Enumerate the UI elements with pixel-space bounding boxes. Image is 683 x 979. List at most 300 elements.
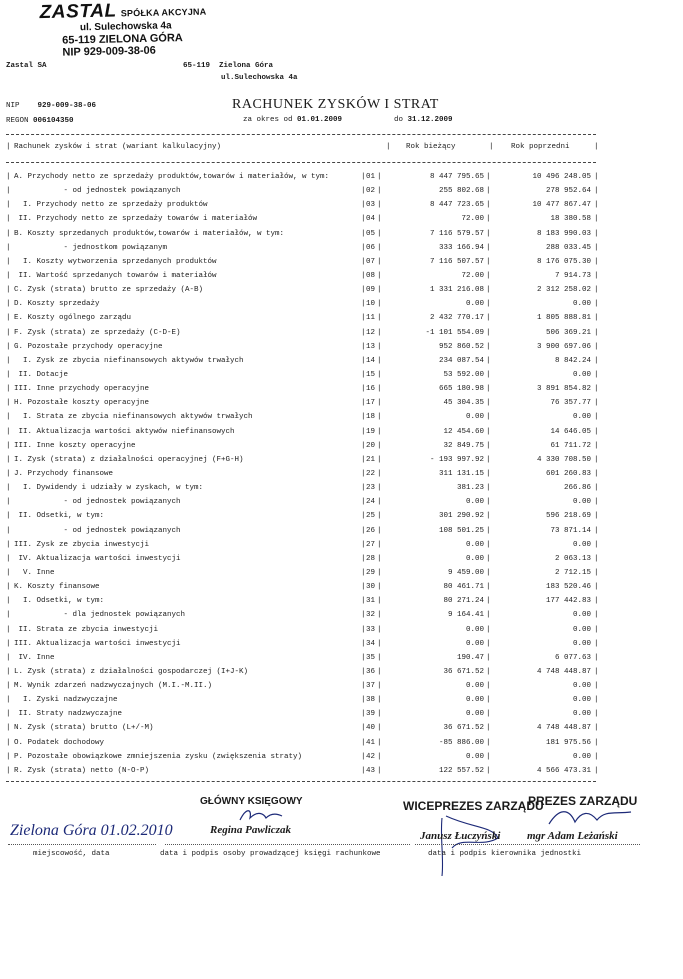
row-bar: | [377, 187, 382, 196]
table-row [6, 425, 599, 439]
row-bar: | [594, 710, 599, 719]
row-previous-year-value: 1 805 888.81 [536, 314, 591, 323]
row-bar: | [361, 738, 366, 747]
row-label: I. Zysk ze zbycia niefinansowych aktywów trwałych [14, 356, 244, 365]
row-number: 11 [366, 314, 376, 323]
income-statement-table [6, 170, 599, 778]
row-previous-year-value: 14 646.05 [550, 427, 591, 436]
row-bar: | [6, 526, 11, 535]
row-label: - od jednostek powiązanych [14, 526, 181, 535]
row-bar: | [594, 611, 599, 620]
row-label: II. Przychody netto ze sprzedaży towarów i materiałów [14, 215, 258, 224]
row-bar: | [594, 583, 599, 592]
row-bar: | [361, 187, 366, 196]
row-bar: | [361, 540, 366, 549]
divider [6, 134, 596, 135]
row-bar: | [361, 455, 366, 464]
row-label: E. Koszty ogólnego zarządu [14, 314, 132, 323]
row-bar: | [594, 328, 599, 337]
header-bar: | [489, 143, 494, 151]
row-bar: | [377, 653, 382, 662]
table-row [6, 311, 599, 325]
stamp-nip: NIP 929-009-38-06 [62, 44, 156, 59]
row-number: 10 [366, 300, 376, 309]
row-bar: | [486, 215, 491, 224]
row-number: 37 [366, 682, 376, 691]
row-previous-year-value: 10 477 867.47 [532, 201, 591, 210]
row-bar: | [361, 526, 366, 535]
signature-dotline [8, 844, 156, 845]
row-current-year-value: 80 271.24 [443, 597, 484, 606]
signature-dotline [165, 844, 410, 845]
stamp-city: 65-119 ZIELONA GÓRA [62, 32, 183, 47]
row-number: 29 [366, 568, 376, 577]
row-number: 18 [366, 413, 376, 422]
table-row [6, 651, 599, 665]
row-number: 08 [366, 271, 376, 280]
row-bar: | [361, 229, 366, 238]
president-name: mgr Adam Leżański [527, 830, 618, 842]
row-previous-year-value: 0.00 [572, 696, 591, 705]
row-bar: | [594, 554, 599, 563]
table-row [6, 269, 599, 283]
row-bar: | [594, 667, 599, 676]
regon-value: 006104350 [33, 117, 74, 125]
regon-row [6, 117, 74, 126]
row-bar: | [377, 356, 382, 365]
table-row [6, 297, 599, 311]
row-previous-year-value: 4 330 708.50 [536, 455, 591, 464]
row-bar: | [594, 682, 599, 691]
period-to-label: do [394, 116, 404, 124]
row-number: 21 [366, 455, 376, 464]
row-bar: | [6, 639, 11, 648]
row-bar: | [361, 766, 366, 775]
row-current-year-value: 72.00 [461, 271, 484, 280]
row-number: 16 [366, 385, 376, 394]
row-bar: | [377, 173, 382, 181]
row-label: - od jednostek powiązanych [14, 498, 181, 507]
row-bar: | [594, 498, 599, 507]
row-bar: | [6, 201, 11, 210]
row-bar: | [6, 540, 11, 549]
row-bar: | [377, 328, 382, 337]
row-bar: | [377, 342, 382, 351]
row-bar: | [377, 229, 382, 238]
table-row [6, 410, 599, 424]
table-row [6, 495, 599, 509]
row-bar: | [361, 314, 366, 323]
company-short-name: Zastal SA [6, 62, 47, 70]
divider [6, 162, 596, 163]
row-number: 05 [366, 229, 376, 238]
company-stamp [39, 1, 240, 59]
row-bar: | [361, 653, 366, 662]
row-label: F. Zysk (strata) ze sprzedaży (C-D-E) [14, 328, 181, 337]
row-number: 27 [366, 540, 376, 549]
row-current-year-value: 7 116 579.57 [429, 229, 484, 238]
row-bar: | [6, 498, 11, 507]
row-number: 01 [366, 173, 376, 181]
row-bar: | [486, 427, 491, 436]
row-current-year-value: 0.00 [465, 696, 484, 705]
row-number: 06 [366, 243, 376, 252]
row-bar: | [486, 370, 491, 379]
row-bar: | [594, 526, 599, 535]
table-row [6, 354, 599, 368]
row-previous-year-value: 0.00 [572, 498, 591, 507]
row-number: 13 [366, 342, 376, 351]
row-bar: | [486, 257, 491, 266]
row-bar: | [6, 568, 11, 577]
table-row [6, 481, 599, 495]
row-previous-year-value: 0.00 [572, 639, 591, 648]
row-label: - od jednostek powiązanych [14, 187, 181, 196]
company-brand: ZASTAL [39, 0, 117, 24]
row-bar: | [361, 498, 366, 507]
row-bar: | [6, 667, 11, 676]
row-bar: | [377, 201, 382, 210]
table-row [6, 212, 599, 226]
row-bar: | [594, 540, 599, 549]
row-number: 12 [366, 328, 376, 337]
table-row [6, 580, 599, 594]
row-bar: | [6, 597, 11, 606]
row-label: V. Inne [14, 568, 55, 577]
row-label: II. Strata ze zbycia inwestycji [14, 625, 159, 634]
row-bar: | [6, 385, 11, 394]
row-bar: | [6, 215, 11, 224]
table-row [6, 340, 599, 354]
row-previous-year-value: 177 442.83 [545, 597, 591, 606]
row-bar: | [594, 469, 599, 478]
row-label: I. Dywidendy i udziały w zyskach, w tym: [14, 484, 204, 493]
row-number: 35 [366, 653, 376, 662]
row-current-year-value: 8 447 795.65 [429, 173, 484, 181]
row-previous-year-value: 601 260.83 [545, 469, 591, 478]
row-label: A. Przychody netto ze sprzedaży produktów,towarów i materiałów, w tym: [14, 173, 330, 181]
row-bar: | [6, 356, 11, 365]
row-previous-year-value: 0.00 [572, 370, 591, 379]
vice-president-stamp: WICEPREZES ZARZĄDU [403, 799, 544, 813]
row-bar: | [377, 441, 382, 450]
row-bar: | [486, 484, 491, 493]
row-label: H. Pozostałe koszty operacyjne [14, 399, 150, 408]
row-bar: | [594, 484, 599, 493]
row-bar: | [361, 385, 366, 394]
row-bar: | [486, 455, 491, 464]
row-bar: | [6, 766, 11, 775]
row-bar: | [486, 229, 491, 238]
row-bar: | [377, 271, 382, 280]
row-label: III. Inne koszty operacyjne [14, 441, 136, 450]
row-bar: | [6, 441, 11, 450]
table-row [6, 241, 599, 255]
row-bar: | [594, 597, 599, 606]
row-bar: | [6, 696, 11, 705]
column-title: Rachunek zysków i strat (wariant kalkulacyjny) [14, 143, 222, 151]
row-bar: | [377, 286, 382, 295]
row-label: III. Aktualizacja wartości inwestycji [14, 639, 181, 648]
row-previous-year-value: 4 748 448.87 [536, 724, 591, 733]
row-bar: | [594, 653, 599, 662]
row-number: 32 [366, 611, 376, 620]
row-bar: | [377, 300, 382, 309]
row-bar: | [6, 625, 11, 634]
row-bar: | [486, 271, 491, 280]
row-previous-year-value: 2 312 258.02 [536, 286, 591, 295]
row-current-year-value: 381.23 [456, 484, 484, 493]
row-bar: | [361, 752, 366, 761]
table-row [6, 198, 599, 212]
row-current-year-value: 7 116 507.57 [429, 257, 484, 266]
row-bar: | [377, 498, 382, 507]
row-bar: | [361, 328, 366, 337]
row-label: R. Zysk (strata) netto (N-O-P) [14, 766, 150, 775]
header-bar: | [6, 143, 11, 151]
row-number: 34 [366, 639, 376, 648]
row-label: II. Odsetki, w tym: [14, 512, 105, 521]
row-bar: | [594, 568, 599, 577]
row-current-year-value: 190.47 [456, 653, 484, 662]
header-bar: | [594, 143, 599, 151]
table-row [6, 255, 599, 269]
row-previous-year-value: 3 900 697.06 [536, 342, 591, 351]
row-current-year-value: 1 331 216.08 [429, 286, 484, 295]
row-label: D. Koszty sprzedaży [14, 300, 100, 309]
row-number: 15 [366, 370, 376, 379]
row-previous-year-value: 4 748 448.87 [536, 667, 591, 676]
row-previous-year-value: 0.00 [572, 540, 591, 549]
row-previous-year-value: 0.00 [572, 300, 591, 309]
row-bar: | [486, 328, 491, 337]
row-current-year-value: 8 447 723.65 [429, 201, 484, 210]
table-header [6, 142, 599, 154]
row-previous-year-value: 61 711.72 [550, 441, 591, 450]
row-number: 14 [366, 356, 376, 365]
row-label: P. Pozostałe obowiązkowe zmniejszenia zysku (zwiększenia straty) [14, 752, 303, 761]
nip-row [6, 102, 96, 111]
row-bar: | [377, 554, 382, 563]
vice-president-signature-icon [432, 808, 502, 878]
row-bar: | [361, 583, 366, 592]
row-previous-year-value: 266.86 [563, 484, 591, 493]
row-label: II. Straty nadzwyczajne [14, 710, 123, 719]
row-bar: | [594, 413, 599, 422]
row-bar: | [6, 187, 11, 196]
row-bar: | [377, 766, 382, 775]
row-label: I. Strata ze zbycia niefinansowych aktywów trwałych [14, 413, 253, 422]
row-bar: | [377, 738, 382, 747]
row-bar: | [361, 286, 366, 295]
table-row [6, 721, 599, 735]
caption-head-of-unit: data i podpis kierownika jednostki [428, 850, 582, 858]
row-bar: | [377, 568, 382, 577]
row-label: I. Odsetki, w tym: [14, 597, 105, 606]
row-previous-year-value: 0.00 [572, 625, 591, 634]
row-bar: | [361, 554, 366, 563]
row-bar: | [486, 696, 491, 705]
row-current-year-value: 122 557.52 [438, 766, 484, 775]
row-bar: | [377, 512, 382, 521]
row-bar: | [361, 710, 366, 719]
row-number: 02 [366, 187, 376, 196]
row-bar: | [377, 540, 382, 549]
row-bar: | [361, 243, 366, 252]
row-bar: | [6, 370, 11, 379]
row-label: IV. Aktualizacja wartości inwestycji [14, 554, 181, 563]
row-number: 22 [366, 469, 376, 478]
row-label: I. Zyski nadzwyczajne [14, 696, 118, 705]
table-row [6, 608, 599, 622]
row-bar: | [6, 554, 11, 563]
row-label: L. Zysk (strata) z działalności gospodarczej (I+J-K) [14, 667, 249, 676]
row-bar: | [594, 243, 599, 252]
period-from-label: za okres od [243, 116, 293, 124]
row-previous-year-value: 73 871.14 [550, 526, 591, 535]
row-previous-year-value: 288 033.45 [545, 243, 591, 252]
row-current-year-value: 0.00 [465, 300, 484, 309]
row-previous-year-value: 0.00 [572, 710, 591, 719]
row-bar: | [361, 611, 366, 620]
row-previous-year-value: 183 520.46 [545, 583, 591, 592]
row-bar: | [377, 724, 382, 733]
row-bar: | [377, 399, 382, 408]
row-bar: | [486, 399, 491, 408]
row-number: 36 [366, 667, 376, 676]
row-number: 03 [366, 201, 376, 210]
row-label: M. Wynik zdarzeń nadzwyczajnych (M.I.-M.II.) [14, 682, 213, 691]
row-bar: | [594, 738, 599, 747]
row-bar: | [486, 300, 491, 309]
row-bar: | [594, 696, 599, 705]
chief-accountant-name: Regina Pawliczak [210, 824, 291, 836]
column-current-year: Rok bieżący [406, 143, 456, 151]
row-current-year-value: 72.00 [461, 215, 484, 224]
row-previous-year-value: 8 183 990.03 [536, 229, 591, 238]
row-previous-year-value: 10 496 248.05 [532, 173, 591, 181]
row-bar: | [594, 286, 599, 295]
row-current-year-value: 80 461.71 [443, 583, 484, 592]
row-bar: | [594, 300, 599, 309]
row-bar: | [377, 625, 382, 634]
row-bar: | [361, 399, 366, 408]
row-bar: | [486, 469, 491, 478]
row-bar: | [6, 413, 11, 422]
row-label: II. Dotacje [14, 370, 69, 379]
company-brand-suffix: SPÓŁKA AKCYJNA [120, 6, 207, 19]
row-label: B. Koszty sprzedanych produktów,towarów i materiałów, w tym: [14, 229, 285, 238]
row-label: IV. Inne [14, 653, 55, 662]
row-bar: | [486, 201, 491, 210]
divider [6, 781, 596, 782]
row-number: 09 [366, 286, 376, 295]
row-bar: | [377, 455, 382, 464]
row-bar: | [361, 469, 366, 478]
row-bar: | [594, 173, 599, 181]
row-bar: | [377, 583, 382, 592]
row-previous-year-value: 596 218.69 [545, 512, 591, 521]
row-number: 26 [366, 526, 376, 535]
table-row [6, 396, 599, 410]
row-label: I. Koszty wytworzenia sprzedanych produktów [14, 257, 217, 266]
table-row [6, 382, 599, 396]
row-current-year-value: 36 671.52 [443, 667, 484, 676]
row-bar: | [377, 370, 382, 379]
president-stamp: PREZES ZARZĄDU [528, 794, 638, 808]
row-bar: | [594, 257, 599, 266]
row-label: II. Wartość sprzedanych towarów i materiałów [14, 271, 217, 280]
table-row [6, 524, 599, 538]
row-previous-year-value: 2 712.15 [554, 568, 591, 577]
row-current-year-value: 2 432 770.17 [429, 314, 484, 323]
row-bar: | [486, 526, 491, 535]
row-bar: | [594, 271, 599, 280]
table-row [6, 623, 599, 637]
row-bar: | [377, 639, 382, 648]
row-bar: | [6, 682, 11, 691]
row-number: 39 [366, 710, 376, 719]
row-bar: | [6, 173, 11, 181]
row-label: III. Zysk ze zbycia inwestycji [14, 540, 150, 549]
table-row [6, 538, 599, 552]
row-label: J. Przychody finansowe [14, 469, 114, 478]
row-bar: | [377, 597, 382, 606]
row-bar: | [377, 215, 382, 224]
row-current-year-value: 0.00 [465, 639, 484, 648]
row-previous-year-value: 506 369.21 [545, 328, 591, 337]
table-row [6, 665, 599, 679]
row-bar: | [486, 441, 491, 450]
row-bar: | [594, 356, 599, 365]
row-previous-year-value: 0.00 [572, 611, 591, 620]
nip-label: NIP [6, 102, 20, 110]
row-bar: | [594, 229, 599, 238]
row-current-year-value: 108 501.25 [438, 526, 484, 535]
row-current-year-value: 0.00 [465, 540, 484, 549]
row-bar: | [6, 257, 11, 266]
row-bar: | [486, 187, 491, 196]
row-bar: | [6, 752, 11, 761]
row-current-year-value: 9 164.41 [447, 611, 484, 620]
row-label: - dla jednostek powiązanych [14, 611, 186, 620]
row-bar: | [486, 611, 491, 620]
row-label: K. Koszty finansowe [14, 583, 100, 592]
table-row [6, 184, 599, 198]
caption-place-date: miejscowość, data [33, 850, 110, 858]
row-number: 28 [366, 554, 376, 563]
row-bar: | [377, 682, 382, 691]
row-number: 20 [366, 441, 376, 450]
row-bar: | [594, 399, 599, 408]
row-bar: | [594, 385, 599, 394]
row-bar: | [594, 201, 599, 210]
row-bar: | [361, 667, 366, 676]
row-label: I. Przychody netto ze sprzedaży produktów [14, 201, 208, 210]
row-bar: | [486, 498, 491, 507]
row-bar: | [486, 243, 491, 252]
row-bar: | [486, 540, 491, 549]
row-bar: | [361, 370, 366, 379]
row-bar: | [6, 469, 11, 478]
row-bar: | [594, 752, 599, 761]
row-bar: | [594, 215, 599, 224]
row-previous-year-value: 7 914.73 [554, 271, 591, 280]
row-previous-year-value: 76 357.77 [550, 399, 591, 408]
row-bar: | [361, 724, 366, 733]
row-number: 30 [366, 583, 376, 592]
row-current-year-value: 0.00 [465, 682, 484, 691]
